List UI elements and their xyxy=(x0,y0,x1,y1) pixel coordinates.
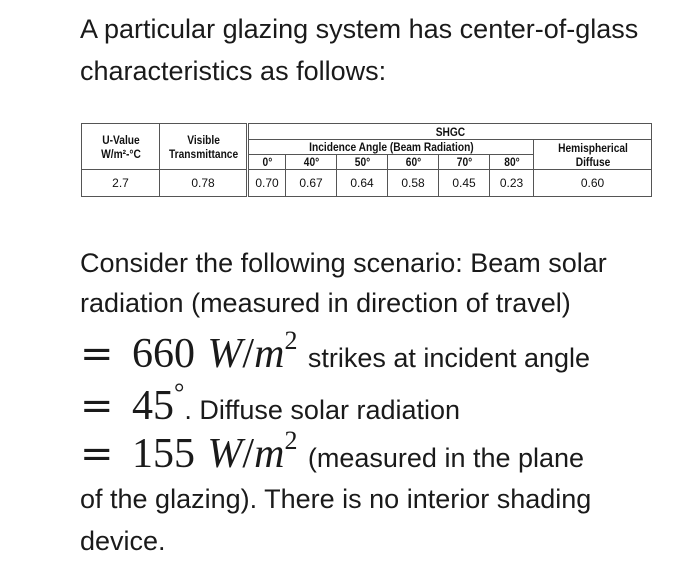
glazing-properties-table xyxy=(81,123,652,197)
diffuse-label: Diffuse xyxy=(575,154,610,169)
hemispherical-cell: 0.60 xyxy=(534,170,652,197)
angle-equation-line xyxy=(80,378,460,430)
plane-text: (measured in the plane xyxy=(307,443,585,473)
u-value-cell: 2.7 xyxy=(82,170,160,197)
visible-label: Visible xyxy=(186,132,220,147)
shgc-cell-60: 0.58 xyxy=(388,170,439,197)
angle-value: 45 xyxy=(131,383,174,429)
shgc-cell-50: 0.64 xyxy=(337,170,388,197)
shgc-cell-70: 0.45 xyxy=(439,170,490,197)
angle-header-0: 0° xyxy=(250,155,282,170)
equals-sign: = xyxy=(80,331,114,377)
unit-slash: / xyxy=(242,331,255,377)
glazing-properties-table-container xyxy=(81,123,651,197)
diffuse-equation-line xyxy=(80,426,584,478)
shgc-cell-0: 0.70 xyxy=(248,170,286,197)
unit-exponent: 2 xyxy=(284,426,298,455)
unit-exponent: 2 xyxy=(284,326,298,355)
incidence-angle-header: Incidence Angle (Beam Radiation) xyxy=(269,140,512,155)
beam-equation-line xyxy=(80,326,590,378)
diffuse-value: 155 xyxy=(131,431,195,477)
equals-sign: = xyxy=(80,431,114,477)
shgc-header: SHGC xyxy=(278,124,621,140)
unit-m: m xyxy=(254,431,285,477)
intro-paragraph: A particular glazing system has center-of-glass characteristics as follows: xyxy=(80,14,639,86)
shgc-cell-80: 0.23 xyxy=(490,170,534,197)
hemispherical-diffuse-header xyxy=(542,140,642,170)
unit-m: m xyxy=(254,331,285,377)
angle-header-60: 60° xyxy=(391,155,434,170)
scenario-line-2: radiation (measured in direction of travel) xyxy=(80,288,571,318)
unit-slash: / xyxy=(242,431,255,477)
hemispherical-label: Hemispherical xyxy=(557,140,628,155)
u-value-units: W/m²-°C xyxy=(100,146,141,161)
diffuse-text: . Diffuse solar radiation xyxy=(184,395,461,425)
scenario-line-1: Consider the following scenario: Beam solar xyxy=(80,248,607,278)
scenario-line-7: device. xyxy=(80,526,166,556)
angle-header-50: 50° xyxy=(340,155,383,170)
unit-w: W xyxy=(207,431,243,477)
visible-transmittance-header xyxy=(166,124,241,170)
degree-symbol: ° xyxy=(173,378,185,407)
shgc-cell-40: 0.67 xyxy=(286,170,337,197)
beam-value: 660 xyxy=(131,331,195,377)
scenario-line-6: of the glazing). There is no interior shading xyxy=(80,484,592,514)
table-row xyxy=(82,170,652,197)
u-value-header xyxy=(87,124,153,170)
angle-header-40: 40° xyxy=(289,155,332,170)
visible-transmittance-cell: 0.78 xyxy=(160,170,248,197)
angle-header-70: 70° xyxy=(442,155,485,170)
transmittance-label: Transmittance xyxy=(168,146,238,161)
u-value-label: U-Value xyxy=(101,132,140,147)
equals-sign: = xyxy=(80,383,114,429)
strikes-text: strikes at incident angle xyxy=(307,343,591,373)
angle-header-80: 80° xyxy=(493,155,530,170)
unit-w: W xyxy=(207,331,243,377)
